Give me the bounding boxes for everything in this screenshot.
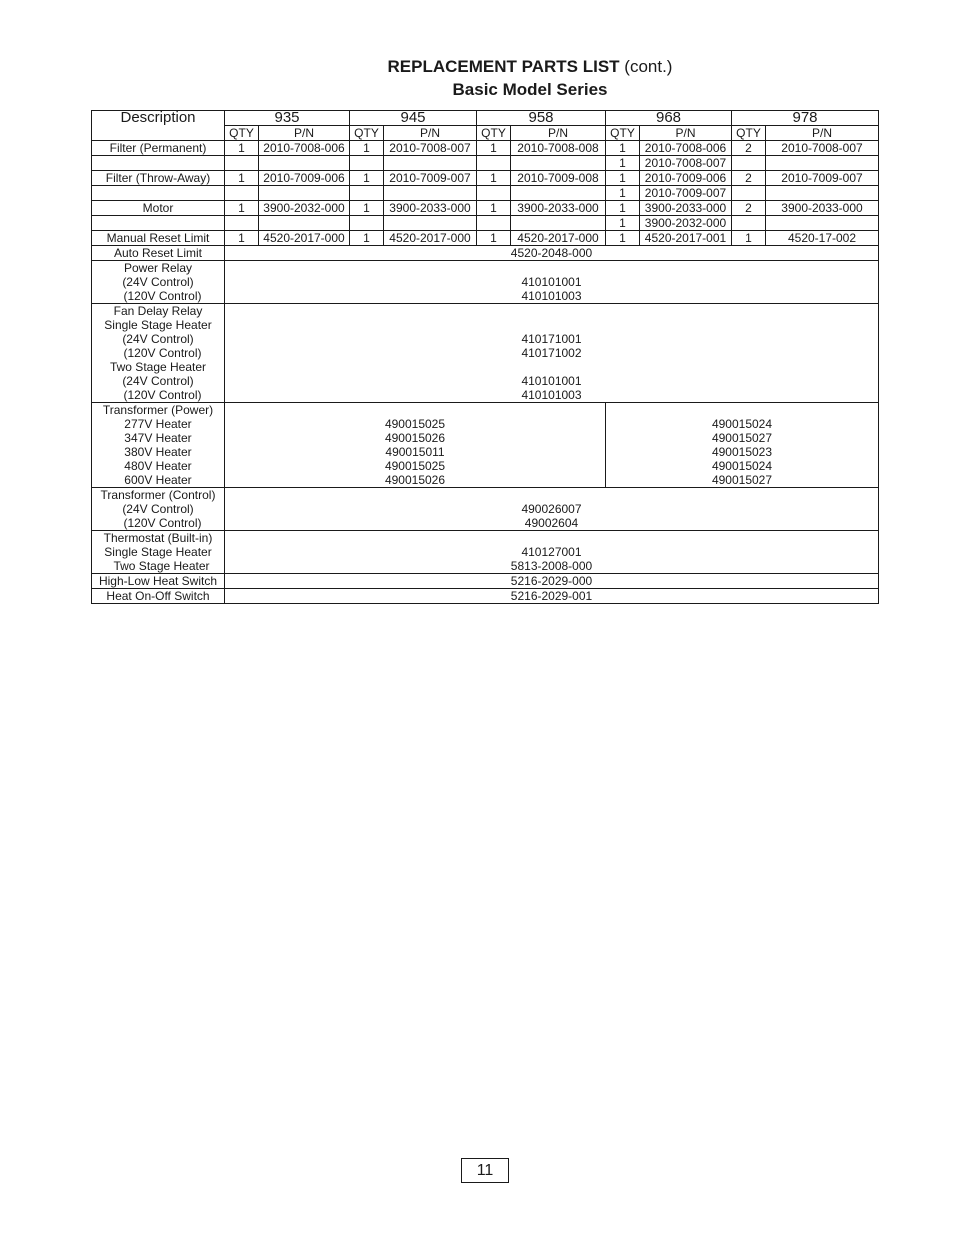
qty-cell: 1 [350, 171, 384, 186]
row-label: 380V Heater [92, 445, 225, 459]
model-968-header: 968 [606, 111, 732, 126]
model-945-header: 945 [350, 111, 477, 126]
qty-cell: 1 [606, 186, 640, 201]
row-label: Single Stage Heater [92, 545, 225, 559]
pn-cell: 5813-2008-000 [225, 559, 879, 574]
pn-cell: 4520-2017-001 [640, 231, 732, 246]
qty-cell: 1 [606, 216, 640, 231]
pn-cell: 2010-7008-006 [259, 141, 350, 156]
qty-cell: 1 [732, 231, 766, 246]
table-row [92, 156, 879, 171]
qty-cell: 1 [350, 201, 384, 216]
pn-cell: 410171001 [521, 332, 582, 346]
row-label: High-Low Heat Switch [92, 574, 225, 589]
pn-cell: 410101003 [225, 289, 879, 304]
table-row [92, 589, 879, 604]
row-label: Motor [92, 201, 225, 216]
qty-cell: 1 [477, 201, 511, 216]
row-label: Auto Reset Limit [92, 246, 225, 261]
qty-cell: 1 [477, 171, 511, 186]
qty-cell: 1 [225, 141, 259, 156]
pn-header: P/N [384, 126, 477, 141]
pn-cell: 490015025 [384, 417, 446, 431]
table-row [92, 261, 879, 276]
qty-header: QTY [477, 126, 511, 141]
row-label: (120V Control) [92, 289, 225, 304]
pn-cell: 490015025 [384, 459, 446, 473]
pn-cell: 4520-2017-000 [384, 231, 477, 246]
table-row [92, 516, 879, 531]
pn-cell: 490015023 [606, 445, 879, 459]
row-label: (24V Control) [92, 374, 225, 388]
pn-cell: 410101003 [225, 388, 879, 403]
row-label: Filter (Throw-Away) [92, 171, 225, 186]
table-row [92, 488, 879, 503]
qty-cell: 1 [350, 141, 384, 156]
description-header: Description [92, 111, 225, 141]
row-label: Single Stage Heater [92, 318, 225, 332]
pn-cell: 3900-2033-000 [766, 201, 879, 216]
pn-cell: 410127001 [521, 545, 582, 559]
page-subtitle: Basic Model Series [452, 80, 608, 99]
table-row [92, 360, 879, 374]
pn-cell: 5216-2029-000 [225, 574, 879, 589]
table-row [92, 445, 879, 459]
row-label: Fan Delay Relay [92, 304, 225, 319]
page-title: REPLACEMENT PARTS LIST (cont.) [387, 57, 673, 76]
row-label: Two Stage Heater [92, 559, 225, 574]
page-number: 11 [461, 1158, 509, 1183]
row-label: Heat On-Off Switch [92, 589, 225, 604]
pn-cell: 410101001 [521, 275, 582, 289]
qty-cell: 1 [225, 231, 259, 246]
row-label: Manual Reset Limit [92, 231, 225, 246]
qty-cell: 1 [477, 231, 511, 246]
row-label: Transformer (Control) [92, 488, 225, 503]
pn-cell: 2010-7008-007 [640, 156, 732, 171]
row-label: Thermostat (Built-in) [92, 531, 225, 546]
pn-cell: 49002604 [225, 516, 879, 531]
qty-header: QTY [350, 126, 384, 141]
qty-cell: 1 [350, 231, 384, 246]
row-label: Two Stage Heater [92, 360, 225, 374]
table-row [92, 201, 879, 216]
row-label: 600V Heater [92, 473, 225, 488]
pn-cell: 5216-2029-001 [510, 589, 593, 603]
table-row [92, 545, 879, 559]
pn-cell: 490015026 [384, 431, 446, 445]
pn-cell: 2010-7009-006 [640, 171, 732, 186]
qty-cell: 1 [606, 231, 640, 246]
pn-cell: 2010-7008-007 [384, 141, 477, 156]
pn-cell: 490026007 [521, 502, 582, 516]
pn-cell: 2010-7009-006 [259, 171, 350, 186]
row-label: (24V Control) [92, 275, 225, 289]
pn-cell: 490015024 [606, 459, 879, 473]
table-row [92, 431, 879, 445]
table-row [92, 246, 879, 261]
qty-cell: 1 [606, 141, 640, 156]
pn-cell: 2010-7009-008 [511, 171, 606, 186]
table-row [92, 318, 879, 332]
table-row [92, 459, 879, 473]
pn-cell: 3900-2033-000 [511, 201, 606, 216]
qty-cell: 2 [732, 171, 766, 186]
parts-table [91, 110, 879, 604]
pn-cell: 3900-2033-000 [384, 201, 477, 216]
table-row [92, 417, 879, 431]
row-label: (24V Control) [92, 332, 225, 346]
table-row [92, 332, 879, 346]
table-row [92, 403, 879, 418]
pn-cell: 4520-2017-000 [259, 231, 350, 246]
qty-cell: 1 [225, 171, 259, 186]
header-row [92, 111, 879, 126]
row-label: Transformer (Power) [92, 403, 225, 418]
table-row [92, 374, 879, 388]
qty-cell: 1 [606, 156, 640, 171]
qty-header: QTY [732, 126, 766, 141]
row-label: 347V Heater [92, 431, 225, 445]
qty-cell: 1 [477, 141, 511, 156]
model-935-header: 935 [225, 111, 350, 126]
pn-cell: 490015027 [606, 473, 879, 488]
table-row [92, 304, 879, 319]
pn-cell: 2010-7009-007 [640, 186, 732, 201]
qty-header: QTY [225, 126, 259, 141]
table-row [92, 141, 879, 156]
pn-cell: 3900-2032-000 [259, 201, 350, 216]
table-row [92, 574, 879, 589]
qty-cell: 2 [732, 141, 766, 156]
pn-cell: 4520-2048-000 [225, 246, 879, 261]
pn-cell: 490015027 [606, 431, 879, 445]
row-label: (120V Control) [92, 516, 225, 531]
qty-cell: 1 [606, 171, 640, 186]
qty-cell: 2 [732, 201, 766, 216]
pn-cell: 2010-7009-007 [384, 171, 477, 186]
row-label: Filter (Permanent) [92, 141, 225, 156]
qty-cell: 1 [225, 201, 259, 216]
pn-cell: 410101001 [521, 374, 582, 388]
pn-cell: 490015026 [225, 473, 606, 488]
table-row [92, 216, 879, 231]
row-label: (120V Control) [92, 346, 225, 360]
pn-cell: 3900-2032-000 [640, 216, 732, 231]
table-row [92, 559, 879, 574]
pn-cell: 2010-7009-007 [766, 171, 879, 186]
table-row [92, 231, 879, 246]
pn-cell: 2010-7008-007 [766, 141, 879, 156]
table-row [92, 531, 879, 546]
table-row [92, 346, 879, 360]
pn-header: P/N [511, 126, 606, 141]
table-row [92, 171, 879, 186]
qty-header: QTY [606, 126, 640, 141]
pn-cell: 3900-2033-000 [640, 201, 732, 216]
row-label: 480V Heater [92, 459, 225, 473]
qty-cell: 1 [606, 201, 640, 216]
table-row [92, 388, 879, 403]
pn-cell: 4520-2017-000 [511, 231, 606, 246]
pn-header: P/N [640, 126, 732, 141]
pn-cell: 490015011 [385, 445, 445, 459]
row-label: (120V Control) [92, 388, 225, 403]
table-row [92, 502, 879, 516]
pn-header: P/N [766, 126, 879, 141]
table-row [92, 275, 879, 289]
row-label: 277V Heater [92, 417, 225, 431]
pn-cell: 490015024 [606, 417, 879, 431]
table-row [92, 473, 879, 488]
pn-cell: 2010-7008-006 [640, 141, 732, 156]
table-row [92, 289, 879, 304]
pn-cell: 410171002 [521, 346, 582, 360]
pn-cell: 4520-17-002 [766, 231, 879, 246]
model-978-header: 978 [732, 111, 879, 126]
row-label: (24V Control) [92, 502, 225, 516]
model-958-header: 958 [477, 111, 606, 126]
pn-cell: 2010-7008-008 [511, 141, 606, 156]
pn-header: P/N [259, 126, 350, 141]
table-row [92, 186, 879, 201]
page-title-block [0, 56, 954, 102]
row-label: Power Relay [92, 261, 225, 276]
